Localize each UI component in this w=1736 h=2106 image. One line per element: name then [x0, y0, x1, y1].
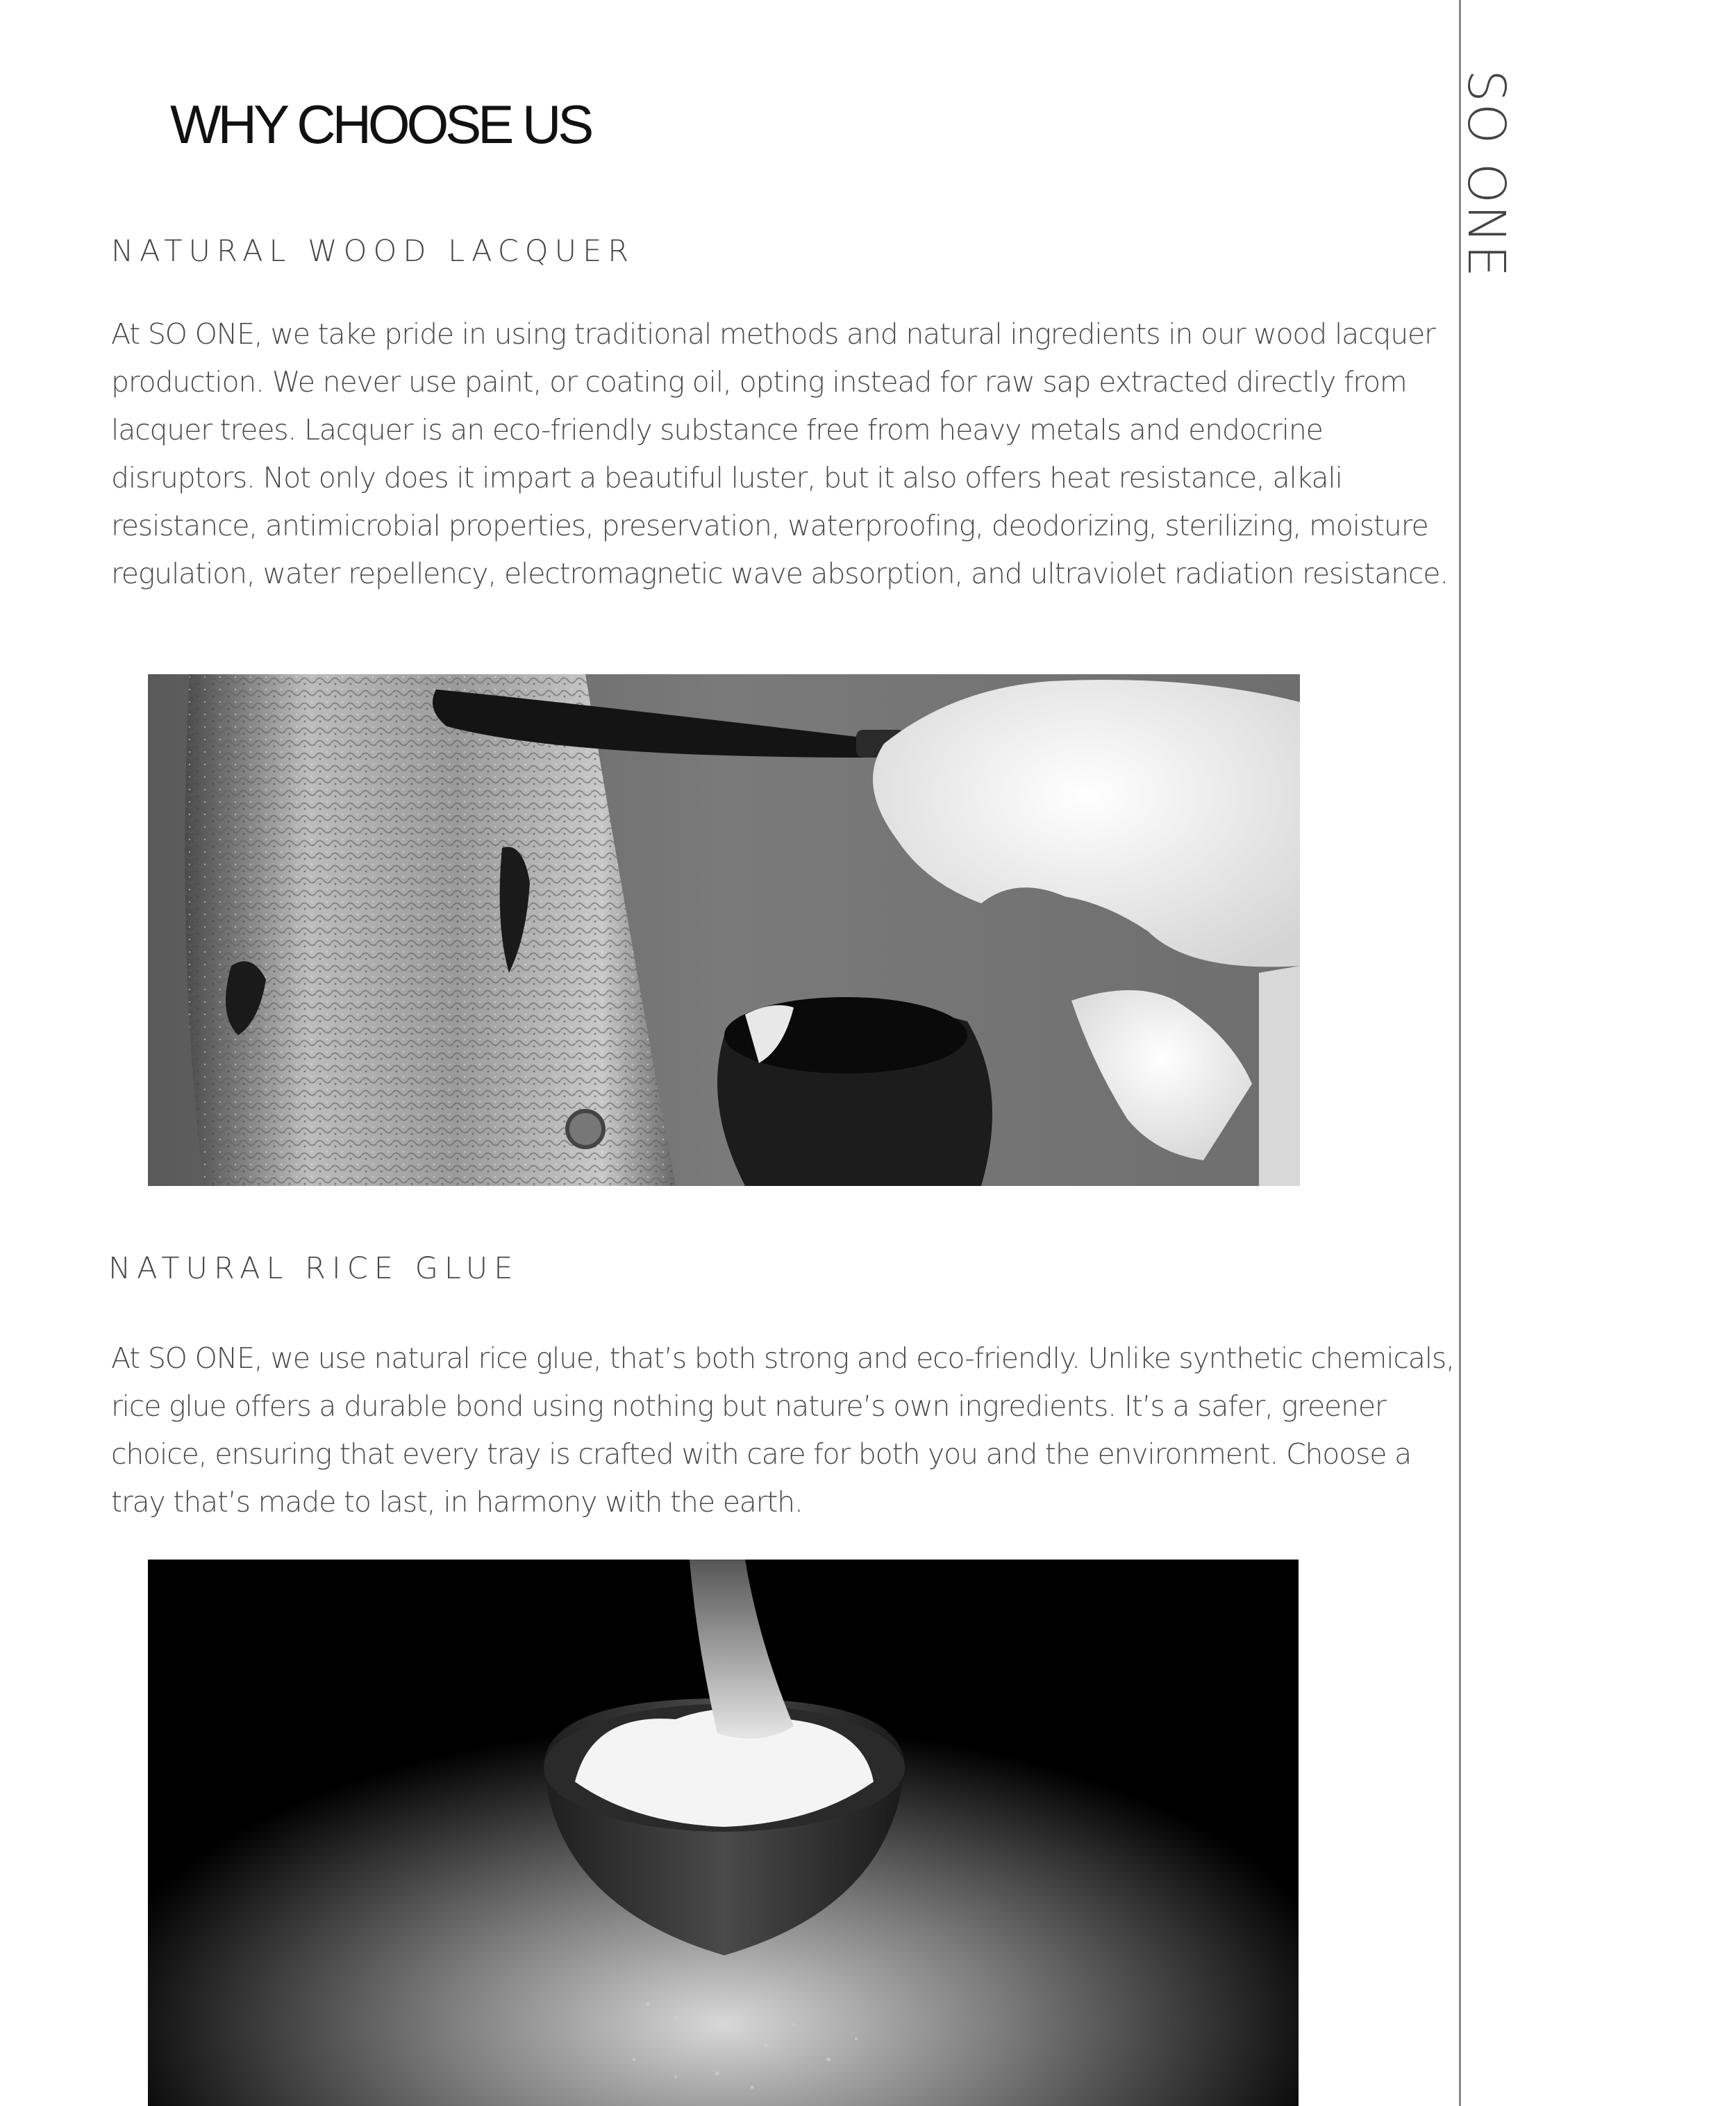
vertical-divider: [1459, 0, 1461, 2106]
lacquer-harvesting-photo: [148, 674, 1300, 1186]
section-body-wood-lacquer: At SO ONE, we take pride in using traditional methods and natural ingredients in our wood lacquer production. We never use paint, or coating oil, opting instead for raw sap extracted directly from lacquer trees. Lacquer is an eco-friendly substance free from heavy metals and endocrine disruptors. Not only does it impart a beautiful luster, but it also offers heat resistance, alkali resistance, antimicrobial properties, preservation, waterproofing, deodorizing, sterilizing, moisture regulation, water repellency, electromagnetic wave absorption, and ultraviolet radiation resistance.: [111, 317, 1449, 590]
rice-glue-bowl-photo: [148, 1560, 1299, 2106]
brand-vertical-label: [1456, 69, 1517, 279]
section-heading-rice-glue: NATURAL RICE GLUE: [108, 1251, 519, 1286]
section-body-rice-glue: At SO ONE, we use natural rice glue, that’s both strong and eco-friendly. Unlike synthetic chemicals, rice glue offers a durable bond using nothing but nature’s own ingredients. It’s a safer, greener choice, ensuring that every tray is crafted with care for both you and the environment. Choose a tray that’s made to last, in harmony with the earth.: [111, 1342, 1454, 1519]
page-title: WHY CHOOSE US: [170, 94, 591, 155]
brand-text: SO ONE: [1456, 69, 1516, 279]
section-heading-wood-lacquer: NATURAL WOOD LACQUER: [111, 234, 635, 269]
